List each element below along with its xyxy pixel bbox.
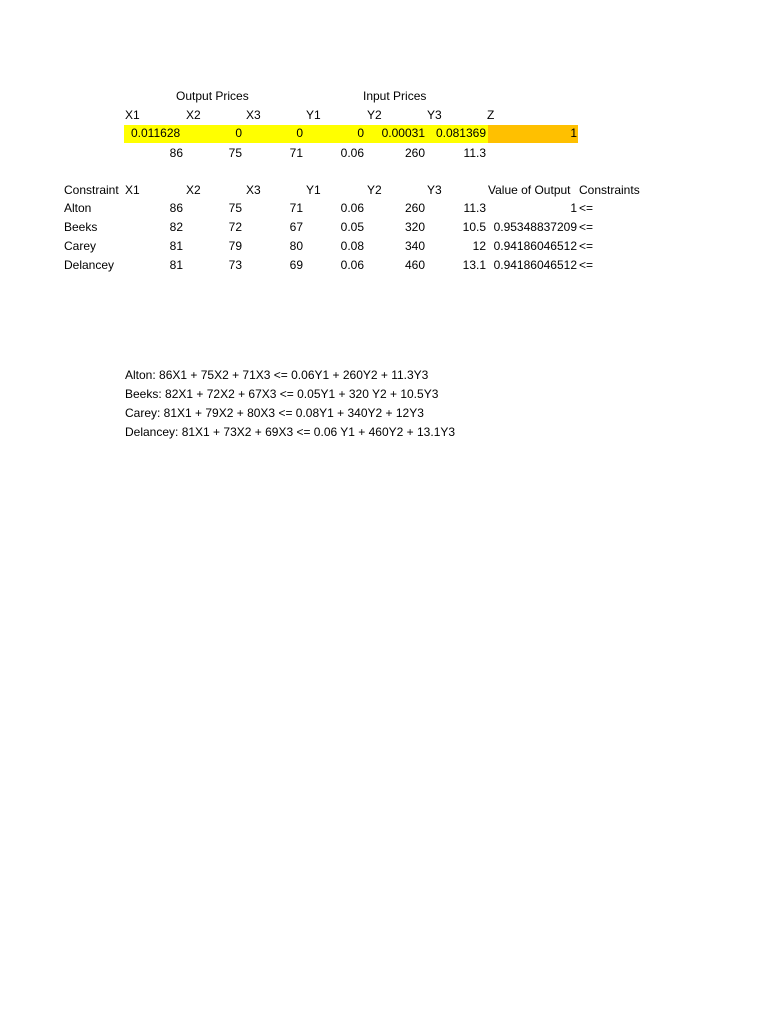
table-header-value-of-output: Value of Output (488, 183, 571, 197)
solution-y1[interactable]: 0 (357, 126, 364, 140)
table-header-y1: Y1 (306, 183, 321, 197)
z-highlight-orange (488, 125, 578, 143)
output-prices-header: Output Prices (176, 89, 249, 103)
label-y2: Y2 (367, 108, 382, 122)
equation-alton: Alton: 86X1 + 75X2 + 71X3 <= 0.06Y1 + 260Y2 + 11.3Y3 (125, 368, 429, 382)
coef-x2: 75 (228, 146, 242, 160)
label-x3: X3 (246, 108, 261, 122)
row-delancey-y2: 460 (404, 258, 425, 272)
solution-y3[interactable]: 0.081369 (435, 126, 486, 140)
row-delancey-name: Delancey (64, 258, 115, 272)
table-header-x1: X1 (125, 183, 140, 197)
row-alton-value: 1 (570, 201, 577, 215)
row-delancey-x2: 73 (228, 258, 242, 272)
row-alton-x2: 75 (228, 201, 242, 215)
row-alton-x1: 86 (169, 201, 183, 215)
table-header-constraint: Constraint (64, 183, 119, 197)
row-carey-y3: 12 (472, 239, 486, 253)
solution-z[interactable]: 1 (570, 126, 577, 140)
row-alton-name: Alton (64, 201, 92, 215)
row-carey-y2: 340 (404, 239, 425, 253)
row-beeks-y1: 0.05 (340, 220, 364, 234)
row-carey-x1: 81 (169, 239, 183, 253)
row-alton-op: <= (579, 201, 594, 215)
row-delancey-y3: 13.1 (462, 258, 486, 272)
coef-y3: 11.3 (463, 146, 486, 160)
solution-y2[interactable]: 0.00031 (381, 126, 425, 140)
equation-beeks: Beeks: 82X1 + 72X2 + 67X3 <= 0.05Y1 + 320 Y2 + 10.5Y3 (125, 387, 439, 401)
table-header-x2: X2 (186, 183, 201, 197)
row-beeks-value: 0.95348837209 (493, 220, 577, 234)
label-x1: X1 (125, 108, 140, 122)
row-alton-y2: 260 (404, 201, 425, 215)
label-x2: X2 (186, 108, 201, 122)
equation-delancey: Delancey: 81X1 + 73X2 + 69X3 <= 0.06 Y1 + 460Y2 + 13.1Y3 (125, 425, 456, 439)
row-delancey-op: <= (579, 258, 594, 272)
row-beeks-x2: 72 (228, 220, 242, 234)
coef-x3: 71 (289, 146, 303, 160)
row-alton-x3: 71 (289, 201, 303, 215)
row-beeks-y2: 320 (404, 220, 425, 234)
coef-y1: 0.06 (340, 146, 364, 160)
coef-x1: 86 (169, 146, 183, 160)
row-alton-y1: 0.06 (340, 201, 364, 215)
table-header-y2: Y2 (367, 183, 382, 197)
row-beeks-op: <= (579, 220, 594, 234)
label-y1: Y1 (306, 108, 321, 122)
row-beeks-x3: 67 (289, 220, 303, 234)
row-delancey-x3: 69 (289, 258, 303, 272)
row-carey-op: <= (579, 239, 594, 253)
coef-y2: 260 (404, 146, 425, 160)
row-carey-y1: 0.08 (340, 239, 364, 253)
solution-x3[interactable]: 0 (296, 126, 303, 140)
row-beeks-y3: 10.5 (462, 220, 486, 234)
table-header-constraints: Constraints (579, 183, 640, 197)
solution-x2[interactable]: 0 (235, 126, 242, 140)
label-z: Z (487, 108, 495, 122)
row-delancey-y1: 0.06 (340, 258, 364, 272)
row-carey-x2: 79 (228, 239, 242, 253)
table-header-x3: X3 (246, 183, 261, 197)
label-y3: Y3 (427, 108, 442, 122)
row-beeks-name: Beeks (64, 220, 98, 234)
table-header-y3: Y3 (427, 183, 442, 197)
row-carey-value: 0.94186046512 (493, 239, 577, 253)
row-beeks-x1: 82 (169, 220, 183, 234)
solution-x1[interactable]: 0.011628 (131, 126, 181, 140)
row-delancey-value: 0.94186046512 (493, 258, 577, 272)
row-carey-name: Carey (64, 239, 97, 253)
input-prices-header: Input Prices (363, 89, 427, 103)
row-alton-y3: 11.3 (463, 201, 486, 215)
row-delancey-x1: 81 (169, 258, 183, 272)
row-carey-x3: 80 (289, 239, 303, 253)
equation-carey: Carey: 81X1 + 79X2 + 80X3 <= 0.08Y1 + 340Y2 + 12Y3 (125, 406, 424, 420)
